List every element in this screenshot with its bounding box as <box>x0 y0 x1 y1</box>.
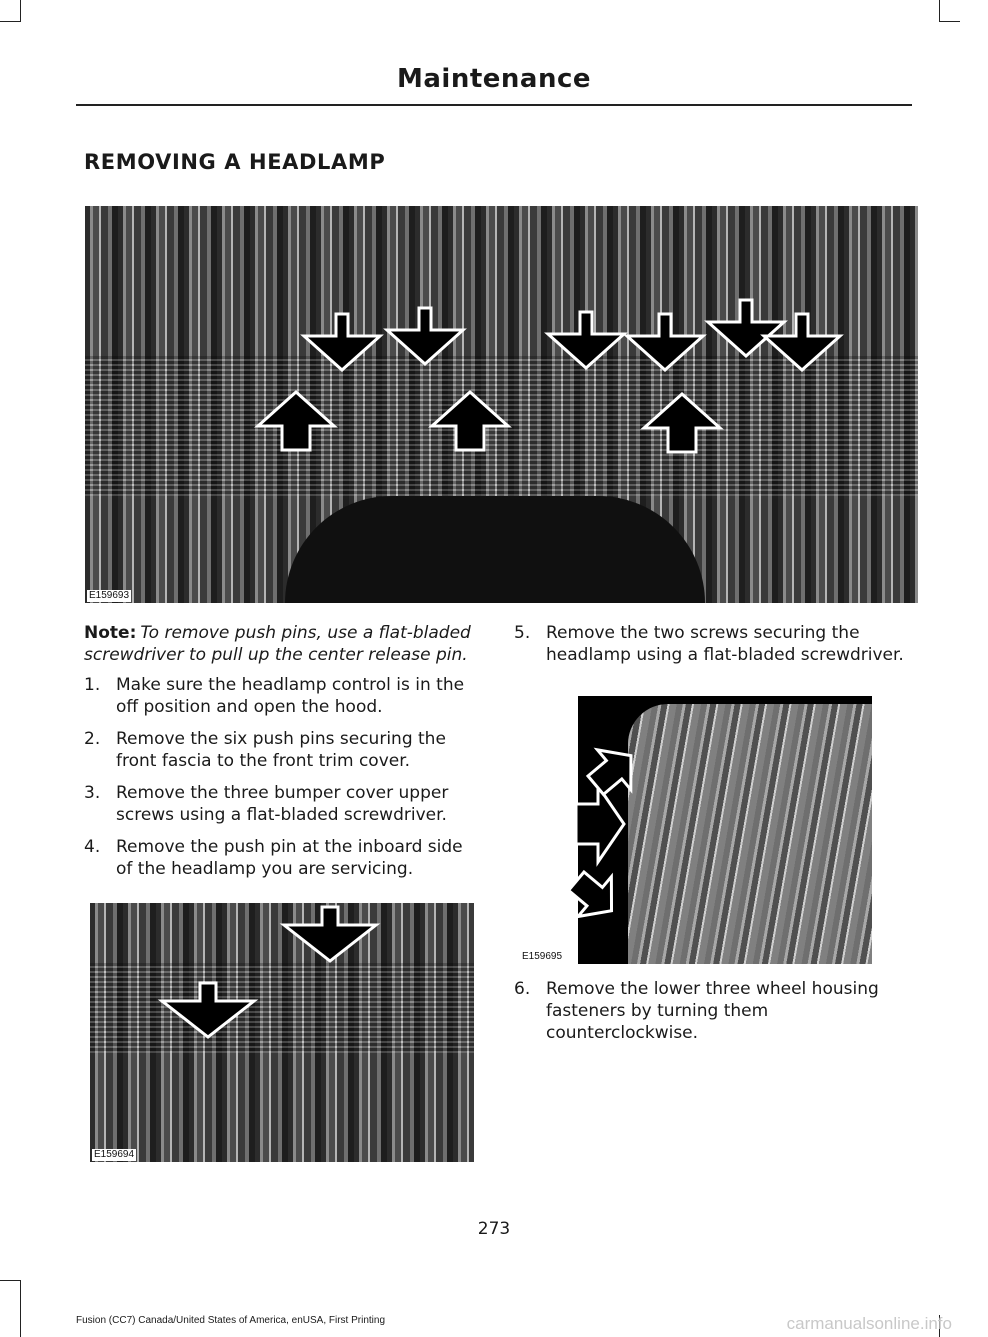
step-number: 3. <box>84 783 101 803</box>
inboard-push-pin-illustration <box>90 903 474 1162</box>
front-fascia-illustration <box>85 206 918 603</box>
footer-text: Fusion (CC7) Canada/United States of America, enUSA, First Printing <box>76 1315 386 1326</box>
down-arrow-icon <box>387 308 463 364</box>
page-number: 273 <box>477 1219 511 1239</box>
arrow-overlay <box>578 696 872 964</box>
step-number: 2. <box>84 729 101 749</box>
diagonal-arrow-icon <box>560 861 629 930</box>
down-arrow-icon <box>708 300 784 356</box>
step-item <box>514 978 912 1044</box>
up-arrow-icon <box>258 392 334 450</box>
step-text: Remove the three bumper cover upper screws using a flat-bladed screwdriver. <box>116 783 449 825</box>
right-column-lower <box>514 978 912 1054</box>
step-item <box>84 674 476 718</box>
arrow-overlay <box>85 206 918 603</box>
step-text: Remove the six push pins securing the front fascia to the front trim cover. <box>116 729 446 771</box>
step-text: Remove the two screws securing the headlamp using a flat-bladed screwdriver. <box>546 623 904 665</box>
figure-label: E159693 <box>89 590 130 601</box>
figure-label: E159694 <box>94 1149 135 1160</box>
up-arrow-icon <box>432 392 508 450</box>
up-arrow-icon <box>644 394 720 452</box>
header-rule <box>76 104 912 106</box>
section-title: Maintenance <box>396 64 591 94</box>
page-heading: REMOVING A HEADLAMP <box>84 150 386 174</box>
step-text: Make sure the headlamp control is in the off position and open the hood. <box>116 675 465 717</box>
left-column <box>84 622 476 890</box>
right-arrow-icon <box>576 786 624 862</box>
step-text: Remove the push pin at the inboard side of the headlamp you are servicing. <box>116 837 463 879</box>
step-item <box>84 782 476 826</box>
step-number: 6. <box>514 979 531 999</box>
headlamp-screws-illustration <box>522 696 872 964</box>
down-arrow-icon <box>284 907 376 961</box>
step-number: 1. <box>84 675 101 695</box>
step-item <box>514 622 912 666</box>
crop-mark <box>20 0 21 22</box>
crop-mark <box>20 1280 21 1337</box>
diagonal-arrow-icon <box>579 736 648 805</box>
note-text: To remove push pins, use a flat-bladed screwdriver to pull up the center release pin. <box>84 623 471 665</box>
down-arrow-icon <box>162 983 254 1037</box>
down-arrow-icon <box>304 314 380 370</box>
watermark: carmanualsonline.info <box>786 1314 952 1333</box>
arrow-overlay <box>90 903 474 1162</box>
note-label: Note: <box>84 623 137 643</box>
step-item <box>84 836 476 880</box>
crop-mark <box>0 21 21 22</box>
crop-mark <box>939 21 960 22</box>
step-number: 5. <box>514 623 531 643</box>
figure-label: E159695 <box>522 951 563 962</box>
note-paragraph <box>84 622 476 666</box>
crop-mark <box>939 0 940 22</box>
step-number: 4. <box>84 837 101 857</box>
right-column <box>514 622 912 676</box>
down-arrow-icon <box>627 314 703 370</box>
crop-mark <box>0 1280 21 1281</box>
step-item <box>84 728 476 772</box>
step-text: Remove the lower three wheel housing fasteners by turning them counterclockwise. <box>546 979 879 1043</box>
down-arrow-icon <box>548 312 624 368</box>
